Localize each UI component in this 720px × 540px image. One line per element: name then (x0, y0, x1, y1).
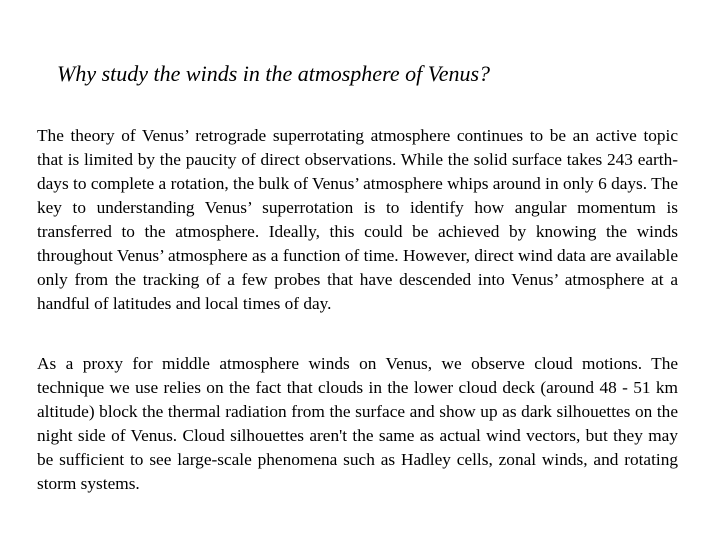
paragraph-cloud-motions: As a proxy for middle atmosphere winds on Venus, we observe cloud motions. The technique we use relies on the fact that clouds in the lower cloud deck (around 48 - 51 km altitude) block the thermal radiation from the surface and show up as dark silhouettes on the night side of Venus. Cloud silhouettes aren't the same as actual wind vectors, but they may be sufficient to see large-scale phenomena such as Hadley cells, zonal winds, and rotating storm systems. (37, 354, 678, 493)
paragraph-superrotation: The theory of Venus’ retrograde superrotating atmosphere continues to be an active topic that is limited by the paucity of direct observations. While the solid surface takes 243 earth-days to complete a rotation, the bulk of Venus’ atmosphere whips around in only 6 days. The key to understanding Venus’ superrotation is to identify how angular momentum is transferred to the atmosphere. Ideally, this could be achieved by knowing the winds throughout Venus’ atmosphere as a function of time. However, direct wind data are available only from the tracking of a few probes that have descended into Venus’ atmosphere at a handful of latitudes and local times of day. (37, 126, 678, 313)
slide-title: Why study the winds in the atmosphere of Venus? (57, 61, 491, 86)
